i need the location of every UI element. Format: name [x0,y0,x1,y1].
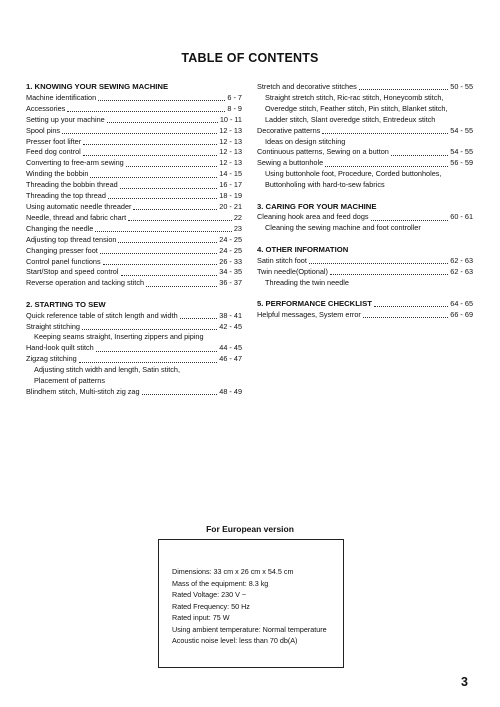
entry-pages: 20 - 21 [219,201,242,211]
spec-line: Rated input: 75 W [172,613,230,622]
entry-title: Converting to free-arm sewing [26,158,124,168]
entry-title: Spool pins [26,125,61,135]
entry-title: Needle, thread and fabric chart [26,212,127,222]
entry-pages: 42 - 45 [219,321,242,331]
entry-title: Feed dog control [26,147,81,157]
entry-title: Using automatic needle threader [26,201,132,211]
entry-title: 5. PERFORMANCE CHECKLIST [257,298,372,308]
dot-leader [359,89,449,90]
section-heading: 2. STARTING TO SEW [26,299,106,309]
dot-leader [83,144,217,145]
toc-entry [257,299,473,310]
dot-leader [374,306,448,307]
toc-entry [26,354,242,365]
entry-title: Winding the bobbin [26,169,89,179]
toc-entry [257,126,473,137]
entry-pages: 54 - 55 [450,125,473,135]
entry-subtopics: Threading the twin needle [265,277,349,287]
toc-entry [257,310,473,321]
dot-leader [118,242,217,243]
toc-entry [26,169,242,180]
entry-pages: 36 - 37 [219,278,242,288]
toc-entry [257,147,473,158]
toc-section [26,82,242,289]
dot-leader [107,122,218,123]
toc-right-column [257,82,473,331]
toc-entry [26,246,242,257]
entry-title: Control panel functions [26,256,101,266]
entry-pages: 22 [233,212,242,222]
toc-entry [26,278,242,289]
toc-entry [26,257,242,268]
entry-title: Stretch and decorative stitches [257,82,357,91]
entry-title: Start/Stop and speed control [26,267,119,277]
dot-leader [120,188,218,189]
dot-leader [128,220,232,221]
dot-leader [363,317,448,318]
entry-subtopics: Ideas on design stitching [265,136,346,146]
entry-title: Satin stitch foot [257,255,307,265]
dot-leader [96,351,218,352]
entry-pages: 6 - 7 [227,92,242,102]
entry-pages: 23 [233,223,242,233]
entry-title: Quick reference table of stitch length and width [26,310,178,320]
entry-title: Accessories [26,103,66,113]
entry-pages: 64 - 65 [450,298,473,308]
toc-entry [26,137,242,148]
entry-pages: 56 - 59 [450,158,473,168]
entry-pages: 62 - 63 [450,255,473,265]
dot-leader [133,209,217,210]
entry-title: Continuous patterns, Sewing on a button [257,147,389,157]
entry-title: Threading the top thread [26,191,106,201]
entry-subtopics: Buttonholing with hard-to-sew fabrics [265,180,385,190]
toc-entry [26,267,242,278]
entry-pages: 44 - 45 [219,343,242,353]
entry-title: Changing presser foot [26,245,98,255]
toc-entry [26,191,242,202]
entry-pages: 38 - 41 [219,310,242,320]
entry-title: Sewing a buttonhole [257,158,324,168]
dot-leader [62,133,217,134]
toc-entry [26,93,242,104]
entry-title: Setting up your machine [26,114,105,124]
entry-title: Blindhem stitch, Multi-stitch zig zag [26,386,140,396]
entry-title: Helpful messages, System error [257,309,361,319]
dot-leader [126,166,218,167]
spec-line: Mass of the equipment: 8.3 kg [172,578,269,588]
toc-entry [26,115,242,126]
entry-pages: 14 - 15 [219,169,242,179]
entry-title: Decorative patterns [257,125,321,135]
entry-pages: 12 - 13 [219,147,242,157]
entry-pages: 26 - 33 [219,256,242,266]
entry-title: Hand-look quilt stitch [26,343,94,353]
toc-entry [26,322,242,333]
toc-entry [257,267,473,278]
toc-entry [26,147,242,158]
entry-pages: 66 - 69 [450,309,473,319]
dot-leader [121,275,218,276]
entry-title: Changing the needle [26,223,94,233]
dot-leader [180,318,218,319]
dot-leader [142,394,218,395]
section-heading: 3. CARING FOR YOUR MACHINE [257,201,377,211]
entry-pages: 8 - 9 [227,103,242,113]
entry-title: Cleaning hook area and feed dogs [257,212,369,222]
dot-leader [98,100,225,101]
dot-leader [309,263,448,264]
toc-entry [257,212,473,223]
toc-entry [26,126,242,137]
entry-pages: 24 - 25 [219,245,242,255]
entry-pages: 34 - 35 [219,267,242,277]
entry-pages: 46 - 47 [219,354,242,364]
entry-subtopics: Using buttonhole foot, Procedure, Corded buttonholes, [265,169,442,179]
entry-title: Machine identification [26,92,97,102]
section-heading: 4. OTHER INFORMATION [257,244,349,254]
dot-leader [371,220,449,221]
entry-pages: 60 - 61 [450,212,473,222]
section-heading: 1. KNOWING YOUR SEWING MACHINE [26,82,169,91]
entry-subtopics: Cleaning the sewing machine and foot controller [265,223,421,233]
dot-leader [79,362,218,363]
entry-title: Twin needle(Optional) [257,266,328,276]
entry-title: Reverse operation and tacking stitch [26,278,145,288]
dot-leader [391,155,448,156]
toc-entry [26,213,242,224]
toc-section [257,245,473,289]
toc-entry [26,180,242,191]
spec-line: Dimensions: 33 cm x 26 cm x 54.5 cm [172,567,294,576]
dot-leader [322,133,448,134]
toc-entry [26,158,242,169]
entry-pages: 50 - 55 [450,82,473,91]
entry-subtopics: Adjusting stitch width and length, Satin stitch, [34,365,181,375]
entry-title: Adjusting top thread tension [26,234,117,244]
entry-pages: 12 - 13 [219,158,242,168]
entry-title: Straight stitching [26,321,80,331]
dot-leader [103,264,218,265]
dot-leader [330,274,448,275]
page-title: TABLE OF CONTENTS [181,51,319,65]
european-version-title: For European version [206,524,294,534]
toc-entry [257,158,473,169]
dot-leader [95,231,232,232]
entry-subtopics: Keeping seams straight, Inserting zippers and piping [34,332,204,342]
entry-pages: 54 - 55 [450,147,473,157]
dot-leader [83,155,218,156]
dot-leader [67,111,225,112]
page-number: 3 [461,675,468,689]
entry-pages: 16 - 17 [219,180,242,190]
entry-title: Presser foot lifter [26,136,82,146]
toc-entry [257,82,473,93]
entry-subtopics: Ladder stitch, Slant overedge stitch, Entredeux stitch [265,114,436,124]
toc-entry [26,387,242,398]
entry-pages: 62 - 63 [450,266,473,276]
toc-left-column [26,82,242,408]
entry-subtopics: Placement of patterns [34,376,105,386]
toc-entry [26,311,242,322]
toc-section [257,299,473,321]
toc-entry [26,104,242,115]
toc-entry [26,343,242,354]
entry-pages: 12 - 13 [219,136,242,146]
entry-subtopics: Straight stretch stitch, Ric-rac stitch, Honeycomb stitch, [265,92,444,102]
entry-title: Zigzag stitching [26,354,77,364]
toc-section [257,82,473,191]
spec-line: Rated Voltage: 230 V ~ [172,590,247,599]
entry-pages: 24 - 25 [219,234,242,244]
dot-leader [90,177,217,178]
dot-leader [100,253,217,254]
toc-entry [26,235,242,246]
toc-entry [257,256,473,267]
spec-line: Rated Frequency: 50 Hz [172,601,250,611]
spec-line: Acoustic noise level: less than 70 db(A) [172,636,298,645]
toc-section [257,202,473,235]
dot-leader [82,329,217,330]
toc-entry [26,224,242,235]
toc-entry [26,202,242,213]
dot-leader [108,198,217,199]
entry-pages: 18 - 19 [219,191,242,201]
specifications-box [158,539,344,668]
entry-pages: 10 - 11 [219,114,242,124]
dot-leader [325,166,448,167]
entry-title: Threading the bobbin thread [26,180,118,190]
toc-section [26,300,242,398]
entry-pages: 12 - 13 [219,125,242,135]
dot-leader [146,286,217,287]
entry-pages: 48 - 49 [219,386,242,396]
entry-subtopics: Overedge stitch, Feather stitch, Pin stitch, Blanket stitch, [265,103,448,113]
spec-line: Using ambient temperature: Normal temperature [172,624,327,634]
